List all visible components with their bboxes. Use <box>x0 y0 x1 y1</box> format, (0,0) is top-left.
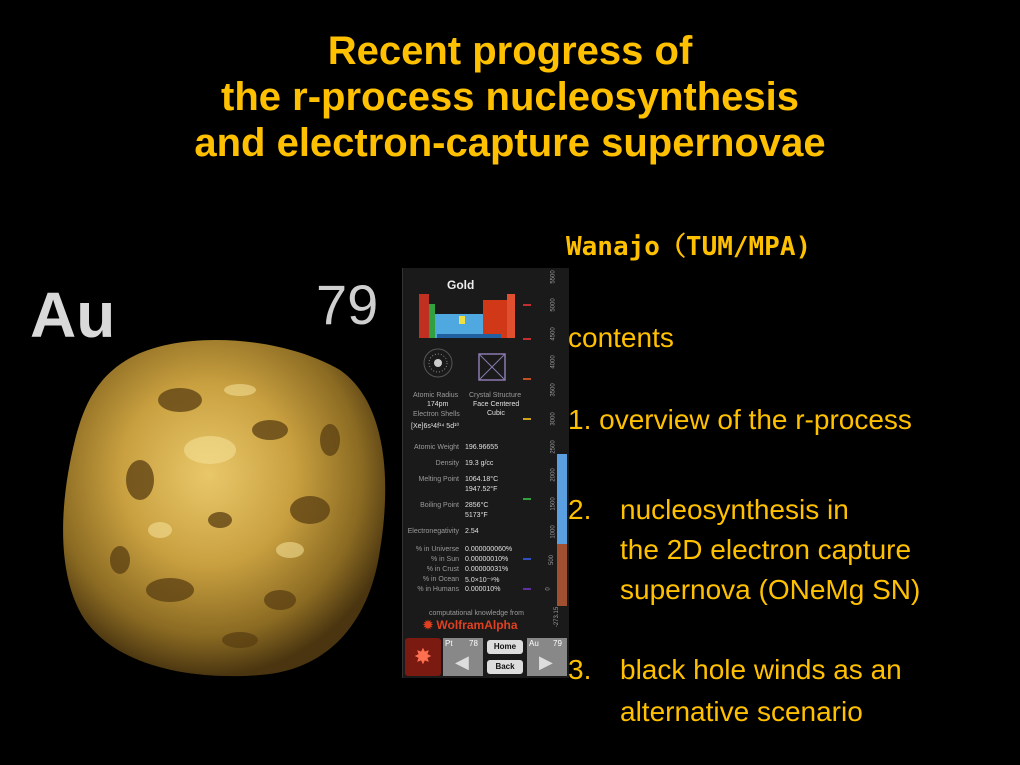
wolfram-brand-text: WolframAlpha <box>436 618 518 632</box>
scale-tick-label: 5000 <box>550 298 557 313</box>
contents-item-3 <box>568 650 902 690</box>
property-value: 0.000000060% <box>465 546 513 553</box>
slide-title <box>0 28 1020 166</box>
property-value: 1947.52°F <box>465 486 498 493</box>
atomic-radius-value: 174pm <box>427 401 449 408</box>
wolfram-credit: computational knowledge from <box>429 610 524 617</box>
property-value: 0.00000010% <box>465 556 509 563</box>
property-value: 2856°C <box>465 502 489 509</box>
contents-item-1 <box>568 400 912 440</box>
property-value: 2.54 <box>465 528 479 535</box>
atom-icon <box>423 348 453 378</box>
element-name: Gold <box>447 278 475 292</box>
title-line-2: the r-process nucleosynthesis <box>221 75 799 119</box>
home-button[interactable]: Home <box>487 640 523 654</box>
title-line-3: and electron-capture supernovae <box>194 121 826 165</box>
scale-tick-label: 1500 <box>550 496 557 511</box>
wolfram-spikey-icon: ✸ <box>413 644 433 669</box>
wolfram-brand <box>423 618 518 632</box>
item-2-line-1: nucleosynthesis in <box>620 494 849 525</box>
property-label: Boiling Point <box>420 502 459 509</box>
scale-tick-label: 3500 <box>550 383 557 398</box>
scale-tick-label: 0 <box>545 586 552 591</box>
item-1-text: overview of the r-process <box>599 404 912 435</box>
crystal-structure-icon <box>475 350 509 384</box>
scale-tick-label: 3000 <box>550 411 557 426</box>
property-label: % in Universe <box>415 546 459 553</box>
arrow-right-icon: ▶ <box>539 652 553 672</box>
electron-shells-label: Electron Shells <box>413 411 460 418</box>
scale-tick-label: 500 <box>549 555 556 566</box>
property-label: % in Humans <box>417 586 459 593</box>
crystal-structure-label: Crystal Structure <box>469 392 522 399</box>
next-element-number: 79 <box>553 639 562 648</box>
property-value: 196.96655 <box>465 444 499 451</box>
solid-range-bar <box>557 544 567 606</box>
scale-tick-label: 4500 <box>550 326 557 341</box>
property-value: 0.000010% <box>465 586 501 593</box>
property-label: Density <box>435 460 459 467</box>
property-value: 5.0×10⁻⁹% <box>465 577 500 584</box>
periodic-table-icon <box>419 294 515 338</box>
back-button[interactable]: Back <box>487 660 523 674</box>
crystal-structure-value-2: Cubic <box>487 410 505 417</box>
element-symbol: Au <box>30 279 116 351</box>
contents-item-2 <box>568 490 849 530</box>
wolfram-home-button[interactable] <box>405 638 441 676</box>
property-value: 1064.18°C <box>465 476 499 483</box>
scale-tick-label: 5500 <box>550 270 557 284</box>
atomic-number: 79 <box>316 273 379 336</box>
item-2-line-3: supernova (ONeMg SN) <box>620 574 921 605</box>
scale-tick-label: 2000 <box>550 468 557 483</box>
prev-element-button[interactable] <box>443 638 483 676</box>
electron-configuration: [Xe]6s¹4f¹⁴ 5d¹⁰ <box>411 423 460 430</box>
scale-tick-label: 1000 <box>550 525 557 539</box>
prev-element-number: 78 <box>469 639 478 648</box>
property-value: 19.3 g/cc <box>465 460 494 467</box>
property-label: Atomic Weight <box>414 444 459 451</box>
gold-nugget-image <box>60 330 390 680</box>
temperature-scale <box>545 270 569 628</box>
property-label: % in Sun <box>430 556 459 563</box>
item-2-number: 2. <box>568 494 592 525</box>
item-1-number: 1. <box>568 404 592 435</box>
property-value: 0.00000031% <box>465 566 509 573</box>
wolfram-logo-icon: ✹ <box>423 618 434 632</box>
crystal-structure-value: Face Centered <box>473 401 520 408</box>
next-element-button[interactable] <box>527 638 567 676</box>
prev-element-symbol: Pt <box>445 639 453 648</box>
scale-tick-label: 4000 <box>550 355 557 369</box>
property-label: Electronegativity <box>407 528 459 535</box>
spectrum-marks <box>523 298 531 598</box>
property-label: % in Crust <box>426 566 459 573</box>
title-line-1: Recent progress of <box>327 29 693 73</box>
property-label: % in Ocean <box>422 576 459 583</box>
item-3-number: 3. <box>568 654 592 685</box>
arrow-left-icon: ◀ <box>455 652 469 672</box>
scale-tick-label: -273.15 <box>554 606 561 628</box>
scale-tick-label: 2500 <box>550 440 557 454</box>
item-3-line-2: alternative scenario <box>620 696 863 727</box>
property-label: Melting Point <box>418 476 459 483</box>
atomic-radius-label: Atomic Radius <box>413 392 459 399</box>
author: Wanajo（TUM/MPA) <box>566 232 812 262</box>
item-2-line-2: the 2D electron capture <box>620 534 912 565</box>
property-value: 5173°F <box>465 512 488 519</box>
item-3-line-1: black hole winds as an <box>620 654 902 685</box>
element-info-panel <box>402 268 569 678</box>
contents-heading: contents <box>568 322 674 353</box>
next-element-symbol: Au <box>529 639 539 648</box>
